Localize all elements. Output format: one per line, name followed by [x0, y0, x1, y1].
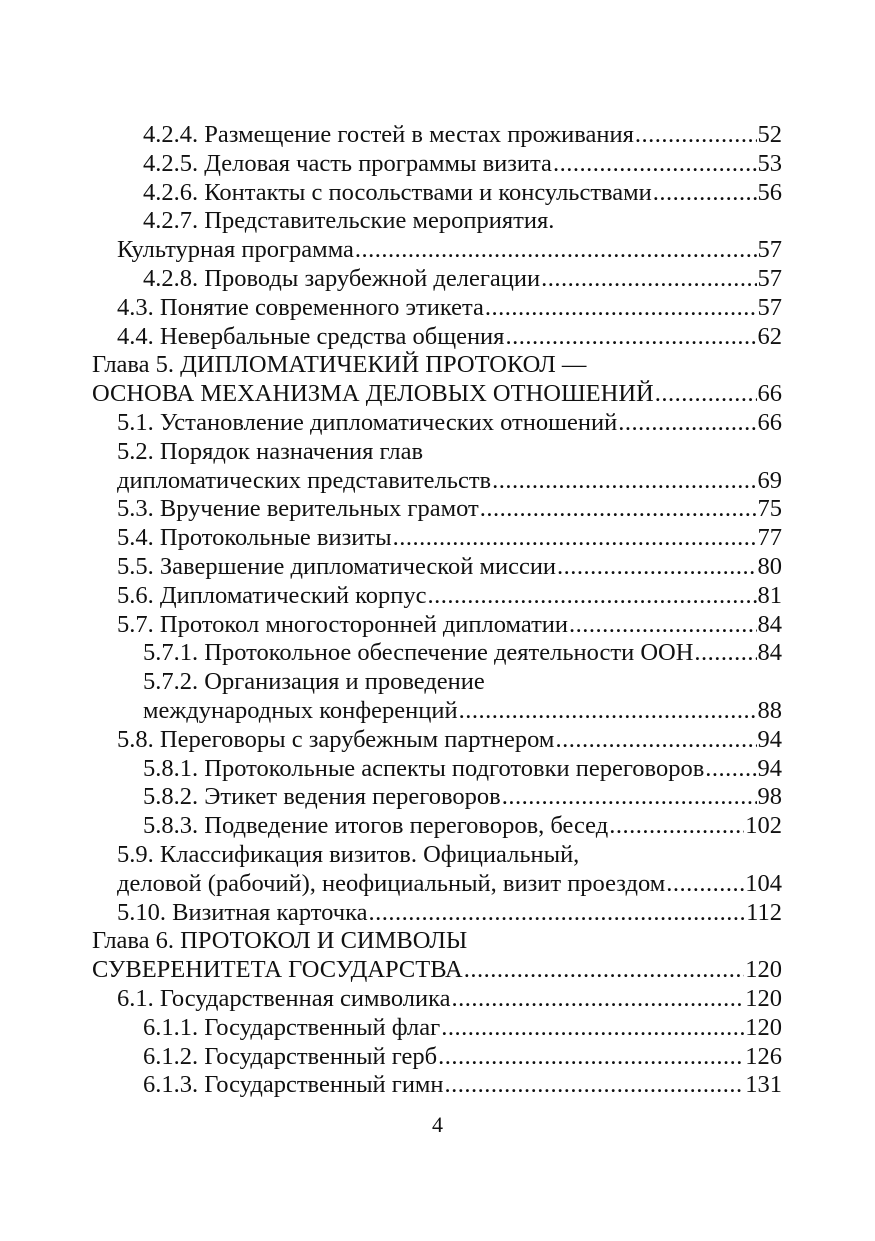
toc-entry-row [92, 697, 782, 726]
toc-entry-page: 66 [757, 408, 782, 436]
dot-leader [553, 150, 757, 179]
toc-entry-page: 120 [745, 1013, 782, 1041]
toc-entry-row [92, 1071, 782, 1100]
toc-entry-row [92, 409, 782, 438]
dot-leader [705, 755, 756, 784]
toc-entry-title: СУВЕРЕНИТЕТА ГОСУДАРСТВА [92, 956, 463, 984]
toc-entry-page: 75 [757, 495, 782, 523]
toc-entry-row [92, 150, 782, 179]
dot-leader [464, 956, 745, 985]
toc-entry-page: 56 [757, 178, 782, 206]
toc-entry-row [92, 524, 782, 553]
toc-entry-page: 84 [757, 610, 782, 638]
toc-entry-continuation-line: Глава 6. ПРОТОКОЛ И СИМВОЛЫ [92, 927, 468, 955]
dot-leader [505, 323, 756, 352]
toc-entry-page: 131 [745, 1071, 782, 1099]
toc-entry [92, 121, 782, 150]
toc-entry-page: 112 [746, 898, 782, 926]
toc-entry-title: 4.2.8. Проводы зарубежной делегации [143, 264, 541, 292]
toc-entry-row [92, 783, 782, 812]
toc-entry [92, 755, 782, 784]
toc-entry-row [92, 899, 782, 928]
toc-entry [92, 409, 782, 438]
toc-entry-row [92, 265, 782, 294]
toc-entry [92, 582, 782, 611]
toc-entry-page: 94 [757, 725, 782, 753]
dot-leader [355, 236, 757, 265]
toc-entry [92, 553, 782, 582]
dot-leader [609, 812, 744, 841]
toc-entry [92, 985, 782, 1014]
toc-entry-page: 98 [757, 783, 782, 811]
toc-entry-title: деловой (рабочий), неофициальный, визит проездом [117, 869, 666, 897]
dot-leader [666, 870, 744, 899]
toc-entry-page: 88 [757, 696, 782, 724]
toc-entry [92, 841, 782, 899]
toc-entry-page: 81 [757, 581, 782, 609]
toc-entry-page: 84 [757, 639, 782, 667]
toc-entry-title: 6.1.3. Государственный гимн [143, 1071, 444, 1099]
toc-entry-page: 57 [757, 236, 782, 264]
toc-entry-page: 62 [757, 322, 782, 350]
dot-leader [653, 179, 757, 208]
dot-leader [618, 409, 756, 438]
toc-entry-row [92, 812, 782, 841]
toc-entry [92, 495, 782, 524]
toc-entry-row [92, 121, 782, 150]
dot-leader [452, 985, 745, 1014]
toc-entry [92, 438, 782, 496]
toc-entry-row [92, 870, 782, 899]
toc-entry-title: 6.1. Государственная символика [117, 984, 451, 1012]
dot-leader [369, 899, 746, 928]
toc-entry-continuation-line: 5.9. Классификация визитов. Официальный, [117, 840, 580, 868]
dot-leader [694, 639, 756, 668]
page-number: 4 [432, 1112, 443, 1137]
toc-entry-continuation-line: 5.2. Порядок назначения глав [117, 437, 424, 465]
toc-entry-title: 4.3. Понятие современного этикета [117, 293, 484, 321]
toc-entry-title: 5.4. Протокольные визиты [117, 524, 392, 552]
toc-entry-page: 120 [745, 956, 782, 984]
toc-entry-title: 6.1.1. Государственный флаг [143, 1013, 441, 1041]
toc-entry-page: 69 [757, 466, 782, 494]
toc-entry-title: 5.7.1. Протокольное обеспечение деятельности ООН [143, 639, 694, 667]
toc-entry-title: 4.2.5. Деловая часть программы визита [143, 149, 552, 177]
toc-entry [92, 611, 782, 640]
toc-entry [92, 265, 782, 294]
toc-entry [92, 1014, 782, 1043]
toc-entry [92, 726, 782, 755]
toc-entry-title: дипломатических представительств [117, 466, 492, 494]
toc-entry-page: 57 [757, 264, 782, 292]
toc-entry-page: 94 [757, 754, 782, 782]
dot-leader [485, 294, 757, 323]
dot-leader [541, 265, 756, 294]
toc-entry-page: 52 [757, 121, 782, 148]
toc-entry-title: 4.2.4. Размещение гостей в местах проживания [143, 121, 634, 148]
toc-entry-title: 5.7. Протокол многосторонней дипломатии [117, 610, 569, 638]
toc-entry [92, 668, 782, 726]
toc-entry-page: 104 [745, 869, 782, 897]
dot-leader [480, 495, 757, 524]
toc-entry [92, 150, 782, 179]
dot-leader [569, 611, 756, 640]
toc-entry-title: 5.8.1. Протокольные аспекты подготовки переговоров [143, 754, 705, 782]
dot-leader [655, 380, 757, 409]
toc-entry-row [92, 495, 782, 524]
toc-entry-title: Культурная программа [117, 236, 354, 264]
toc-entry-row [92, 467, 782, 496]
toc-entry-title: 5.10. Визитная карточка [117, 898, 368, 926]
toc-entry-row [92, 611, 782, 640]
toc-entry [92, 294, 782, 323]
toc-entry-page: 57 [757, 293, 782, 321]
toc-entry-title: 6.1.2. Государственный герб [143, 1042, 438, 1070]
table-of-contents [92, 121, 782, 1100]
toc-entry [92, 179, 782, 208]
dot-leader [635, 121, 757, 150]
toc-entry-row [92, 985, 782, 1014]
toc-entry-page: 80 [757, 552, 782, 580]
toc-entry [92, 783, 782, 812]
toc-entry-page: 120 [745, 984, 782, 1012]
toc-entry-title: 5.8.3. Подведение итогов переговоров, бесед [143, 812, 609, 840]
dot-leader [459, 697, 757, 726]
toc-entry-title: международных конференций [143, 696, 458, 724]
dot-leader [492, 467, 756, 496]
toc-entry-row [92, 956, 782, 985]
toc-entry [92, 1043, 782, 1072]
toc-entry [92, 927, 782, 985]
toc-entry-row [92, 1014, 782, 1043]
toc-entry-title: 5.3. Вручение верительных грамот [117, 495, 479, 523]
dot-leader [393, 524, 757, 553]
toc-entry [92, 524, 782, 553]
toc-entry [92, 207, 782, 265]
toc-entry-row [92, 726, 782, 755]
toc-entry-row [92, 582, 782, 611]
toc-entry-title: 4.4. Невербальные средства общения [117, 322, 505, 350]
toc-entry [92, 899, 782, 928]
toc-entry-page: 102 [745, 812, 782, 840]
toc-entry [92, 323, 782, 352]
toc-entry [92, 639, 782, 668]
toc-entry-page: 126 [745, 1042, 782, 1070]
dot-leader [555, 726, 756, 755]
toc-entry [92, 351, 782, 409]
toc-entry-continuation-line: 4.2.7. Представительские мероприятия. [143, 207, 555, 235]
toc-entry-title: 5.6. Дипломатический корпус [117, 581, 427, 609]
dot-leader [441, 1014, 744, 1043]
dot-leader [445, 1071, 745, 1100]
toc-entry-page: 66 [757, 380, 782, 408]
toc-entry-row [92, 179, 782, 208]
toc-entry-row [92, 755, 782, 784]
toc-entry-page: 53 [757, 149, 782, 177]
toc-entry-row [92, 294, 782, 323]
toc-entry-row [92, 323, 782, 352]
dot-leader [438, 1043, 744, 1072]
dot-leader [428, 582, 757, 611]
toc-entry-row [92, 380, 782, 409]
toc-entry-page: 77 [757, 524, 782, 552]
toc-entry-title: 5.8.2. Этикет ведения переговоров [143, 783, 501, 811]
toc-entry [92, 1071, 782, 1100]
toc-entry-continuation-line: Глава 5. ДИПЛОМАТИЧЕКИЙ ПРОТОКОЛ — [92, 351, 587, 379]
toc-entry [92, 812, 782, 841]
toc-entry-row [92, 236, 782, 265]
toc-entry-title: 4.2.6. Контакты с посольствами и консульствами [143, 178, 652, 206]
dot-leader [557, 553, 756, 582]
toc-entry-row [92, 1043, 782, 1072]
toc-entry-title: 5.1. Установление дипломатических отношений [117, 408, 618, 436]
toc-entry-title: 5.5. Завершение дипломатической миссии [117, 552, 557, 580]
dot-leader [502, 783, 757, 812]
toc-entry-title: ОСНОВА МЕХАНИЗМА ДЕЛОВЫХ ОТНОШЕНИЙ [92, 380, 654, 408]
toc-entry-row [92, 553, 782, 582]
toc-entry-title: 5.8. Переговоры с зарубежным партнером [117, 725, 555, 753]
toc-entry-continuation-line: 5.7.2. Организация и проведение [143, 668, 485, 696]
toc-entry-row [92, 639, 782, 668]
